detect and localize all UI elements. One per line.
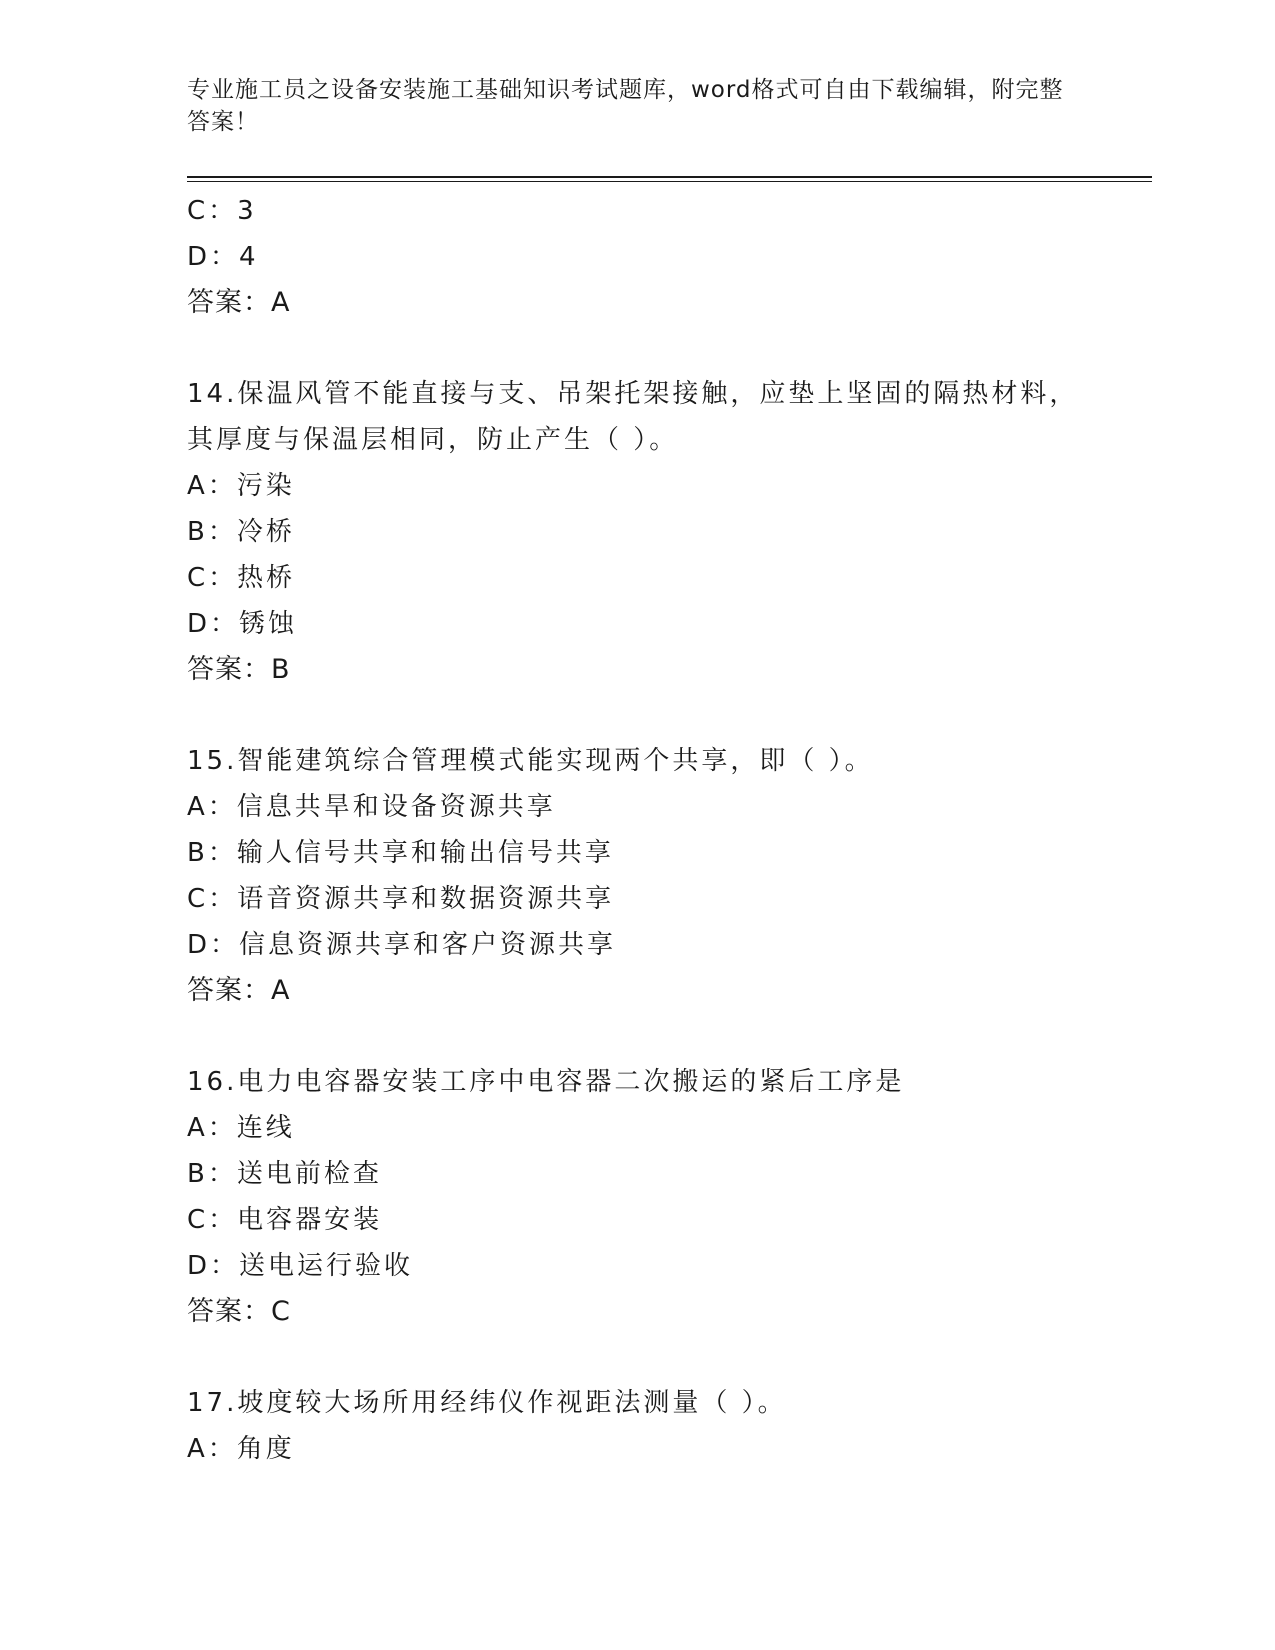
- question-stem-continued: 其厚度与保温层相同，防止产生（ ）。: [187, 425, 679, 455]
- document-header: 专业施工员之设备安装施工基础知识考试题库，word格式可自由下载编辑，附完整答案！: [187, 77, 1064, 135]
- option-d: D：送电运行验收: [187, 1251, 414, 1281]
- answer-line: 答案：A: [187, 287, 291, 318]
- question-stem: 14.保温风管不能直接与支、吊架托架接触，应垫上坚固的隔热材料，: [187, 379, 1079, 409]
- option-a: A：角度: [187, 1434, 295, 1464]
- option-c: C：语音资源共享和数据资源共享: [187, 884, 615, 914]
- answer-line: 答案：B: [187, 654, 291, 685]
- option-d: D：信息资源共享和客户资源共享: [187, 930, 617, 960]
- option-b: B：输人信号共享和输出信号共享: [187, 838, 614, 868]
- option-a: A：污染: [187, 471, 295, 501]
- question-list: [187, 188, 1147, 1472]
- question-stem: 15.智能建筑综合管理模式能实现两个共享，即（ ）。: [187, 746, 874, 776]
- option-c: C：电容器安装: [187, 1205, 383, 1235]
- question-stem: 16.电力电容器安装工序中电容器二次搬运的紧后工序是: [187, 1067, 905, 1097]
- option-b: B：送电前检查: [187, 1159, 382, 1189]
- answer-line: 答案：C: [187, 1296, 291, 1327]
- option-c: C：3: [187, 196, 257, 226]
- option-d: D：锈蚀: [187, 609, 298, 639]
- option-d: D：4: [187, 242, 259, 272]
- header-divider: [187, 176, 1152, 178]
- option-c: C：热桥: [187, 563, 296, 593]
- header-divider-thin: [187, 181, 1152, 182]
- answer-line: 答案：A: [187, 975, 291, 1006]
- option-a: A：信息共旱和设备资源共享: [187, 792, 556, 822]
- option-a: A：连线: [187, 1113, 295, 1143]
- question-stem: 17.坡度较大场所用经纬仪作视距法测量（ ）。: [187, 1388, 787, 1418]
- option-b: B：冷桥: [187, 517, 295, 547]
